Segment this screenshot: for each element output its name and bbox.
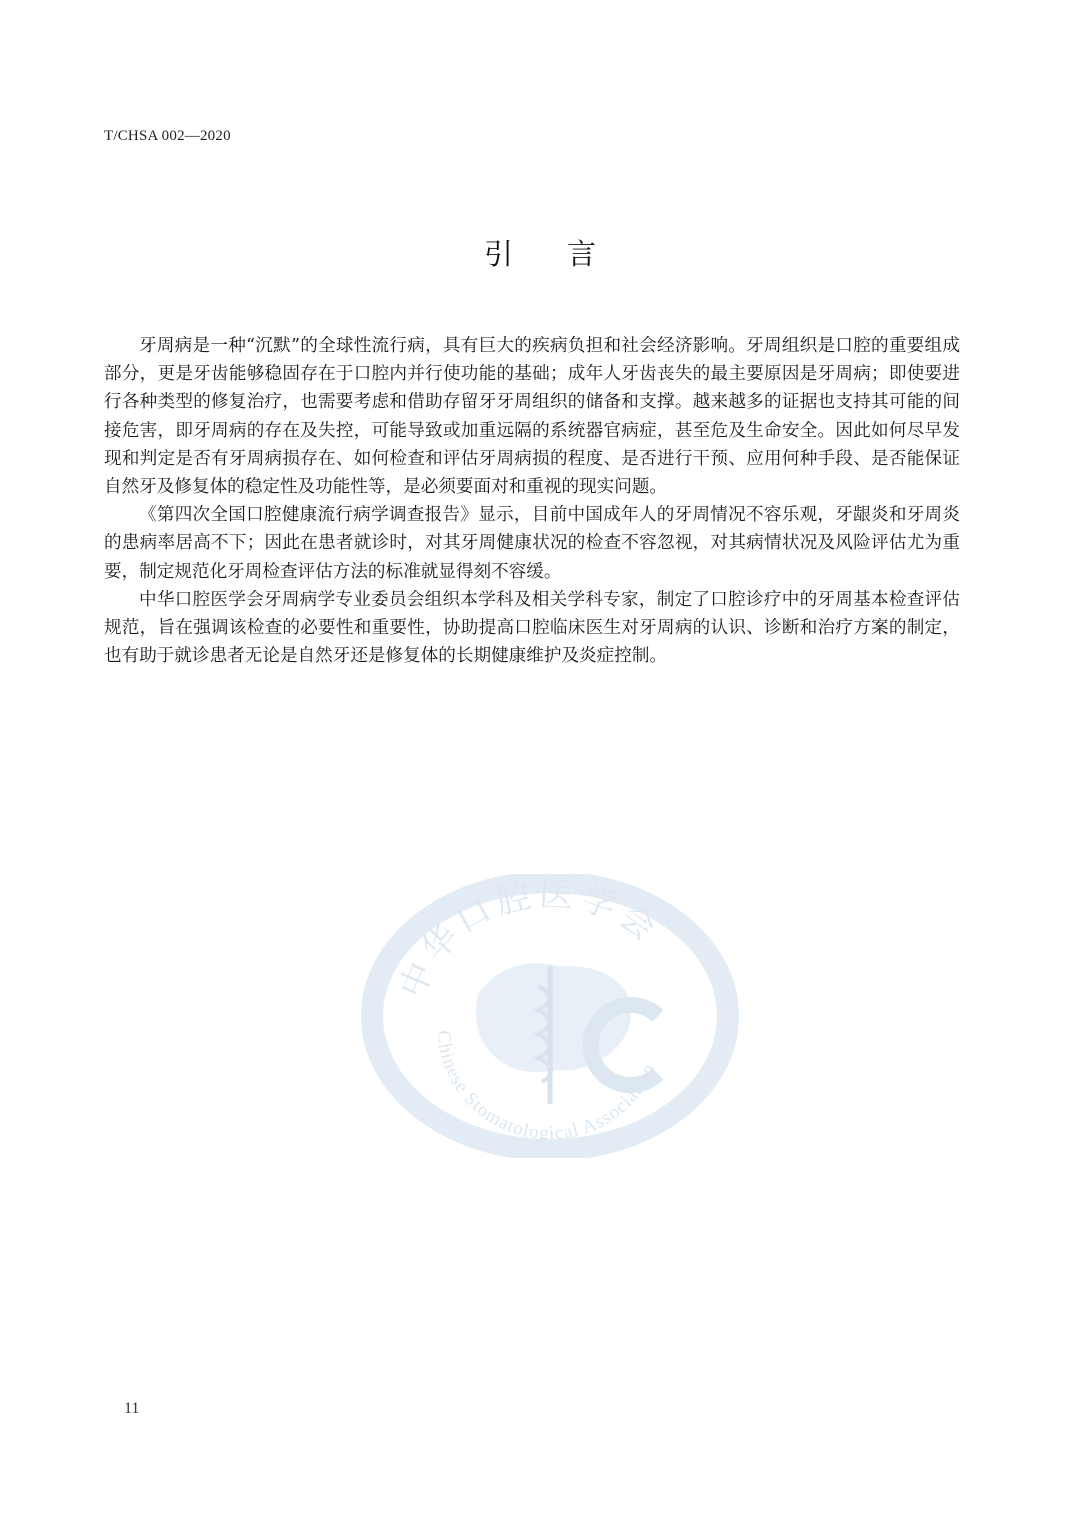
seal-cn-text: 中华口腔医学会 — [392, 874, 668, 1004]
seal-serpent — [538, 986, 551, 1082]
page-title: 引言 — [483, 237, 650, 271]
paragraph-3: 中华口腔医学会牙周病学专业委员会组织本学科及相关学科专家，制定了口腔诊疗中的牙周基本检查评估规范，旨在强调该检查的必要性和重要性，协助提高口腔临床医生对牙周病的认识、诊断和治疗方案的制定，也有助于就诊患者无论是自然牙还是修复体的长期健康维护及炎症控制。 — [104, 589, 960, 667]
page-number: 11 — [124, 1400, 140, 1417]
seal-en-text: Chinese Stomatological Association — [432, 1029, 661, 1145]
paragraph-1: 牙周病是一种“沉默”的全球性流行病，具有巨大的疾病负担和社会经济影响。牙周组织是口腔的重要组成部分，更是牙齿能够稳固存在于口腔内并行使功能的基础；成年人牙齿丧失的最主要原因是牙周病；即使要进行各种类型的修复治疗，也需要考虑和借助存留牙牙周组织的储备和支撑。越来越多的证据也支持其可能的间接危害，即牙周病的存在及失控，可能导致或加重远隔的系统器官病症，甚至危及生命安全。因此如何尽早发现和判定是否有牙周病损存在、如何检查和评估牙周病损的程度、是否进行干预、应用何种手段、是否能保证自然牙及修复体的稳定性及功能性等，是必须要面对和重视的现实问题。 — [104, 336, 960, 498]
seal-map-shape — [476, 963, 631, 1072]
body-text — [104, 332, 960, 670]
seal-ring — [372, 882, 728, 1150]
watermark-seal — [358, 874, 742, 1158]
paragraph-2: 《第四次全国口腔健康流行病学调查报告》显示，目前中国成年人的牙周情况不容乐观，牙龈炎和牙周炎的患病率居高不下；因此在患者就诊时，对其牙周健康状况的检查不容忽视，对其病情状况及风险评估尤为重要，制定规范化牙周检查评估方法的标准就显得刻不容缓。 — [104, 505, 960, 582]
standard-code: T/CHSA 002—2020 — [104, 128, 231, 144]
seal-c-mark — [590, 1005, 658, 1085]
